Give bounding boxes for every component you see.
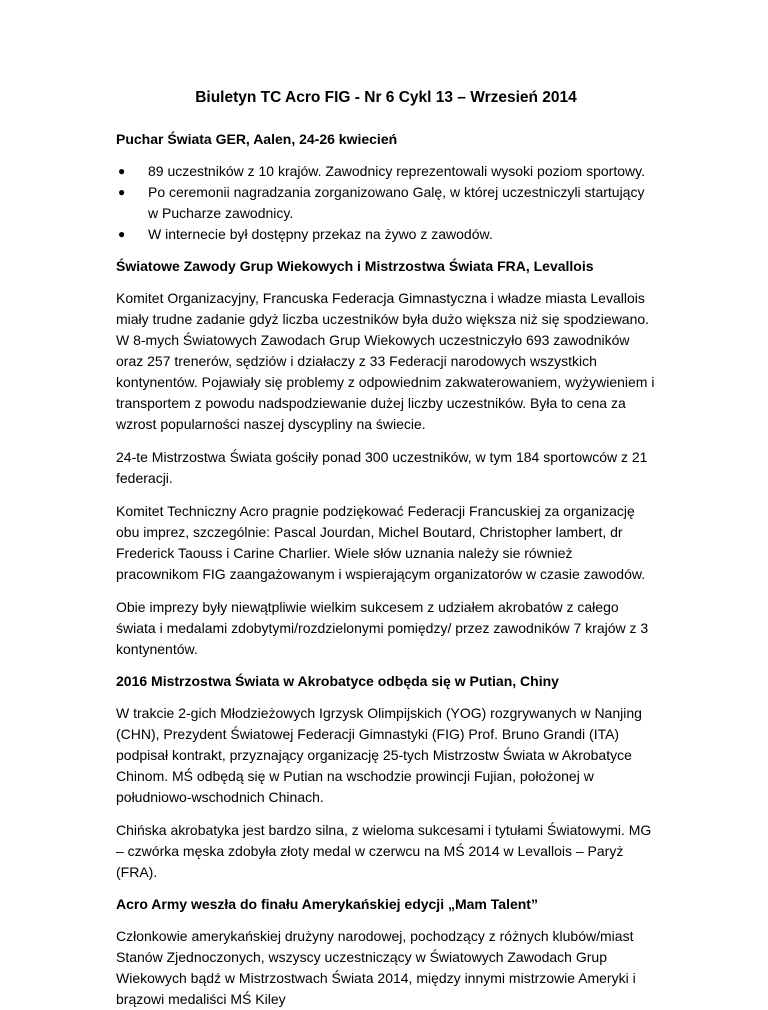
list-item xyxy=(116,224,656,245)
bullet-icon: ● xyxy=(118,185,126,199)
list-item-text: W internecie był dostępny przekaz na żywo z zawodów. xyxy=(148,226,493,242)
section-2016-world-championships-putian xyxy=(116,672,656,883)
section-heading: Puchar Świata GER, Aalen, 24-26 kwiecień xyxy=(116,131,398,147)
paragraph: 24-te Mistrzostwa Świata gościły ponad 300 uczestników, w tym 184 sportowców z 21 federacji. xyxy=(116,449,648,486)
section-heading: Acro Army weszła do finału Amerykańskiej edycji „Mam Talent” xyxy=(116,896,538,912)
list-item xyxy=(116,161,656,182)
bullet-list xyxy=(116,161,656,245)
bullet-icon: ● xyxy=(118,227,126,241)
section-world-cup-aalen xyxy=(116,130,656,245)
section-acro-army-got-talent xyxy=(116,895,656,1010)
list-item xyxy=(116,182,656,224)
paragraph: W trakcie 2-gich Młodzieżowych Igrzysk Olimpijskich (YOG) rozgrywanych w Nanjing (CHN), Prezydent Światowej Federacji Gimnastyki (FIG) Prof. Bruno Grandi (ITA) podpisał kontrakt, przyznający organizację 25-tych Mistrzostw Świata w Akrobatyce Chinom. MŚ odbędą się w Putian na wschodzie prowincji Fujian, położonej w południowo-wschodnich Chinach. xyxy=(116,705,642,805)
section-heading: Światowe Zawody Grup Wiekowych i Mistrzostwa Świata FRA, Levallois xyxy=(116,258,594,274)
paragraph: Obie imprezy były niewątpliwie wielkim sukcesem z udziałem akrobatów z całego świata i medalami zdobytymi/rozdzielonymi pomiędzy/ przez zawodników 7 krajów z 3 kontynentów. xyxy=(116,599,649,657)
bullet-icon: ● xyxy=(118,164,126,178)
section-heading: 2016 Mistrzostwa Świata w Akrobatyce odbęda się w Putian, Chiny xyxy=(116,673,559,689)
document-title: Biuletyn TC Acro FIG - Nr 6 Cykl 13 – Wrzesień 2014 xyxy=(195,89,577,106)
list-item-text: Po ceremonii nagradzania zorganizowano Galę, w której uczestniczyli startujący w Pucharze zawodnicy. xyxy=(148,184,645,221)
paragraph: Chińska akrobatyka jest bardzo silna, z wieloma sukcesami i tytułami Światowymi. MG – czwórka męska zdobyła złoty medal w czerwcu na MŚ 2014 w Levallois – Paryż (FRA). xyxy=(116,822,652,880)
paragraph: Członkowie amerykańskiej drużyny narodowej, pochodzący z różnych klubów/miast Stanów Zjednoczonych, wszyscy uczestniczący w Światowych Zawodach Grup Wiekowych bądź w Mistrzostwach Świata 2014, między innymi mistrzowie Ameryki i brązowi medaliści MŚ Kiley xyxy=(116,928,636,1007)
paragraph: Komitet Techniczny Acro pragnie podziękować Federacji Francuskiej za organizację obu imprez, szczególnie: Pascal Jourdan, Michel Boutard, Christopher lambert, dr Frederick Taouss i Carine Charlier. Wiele słów uznania należy sie również pracownikom FIG zaangażowanym i wspierającym organizatorów w czasie zawodów. xyxy=(116,503,646,582)
paragraph: Komitet Organizacyjny, Francuska Federacja Gimnastyczna i władze miasta Levallois miały trudne zadanie gdyż liczba uczestników była dużo większa niż się spodziewano. W 8-mych Światowych Zawodach Grup Wiekowych uczestniczyło 693 zawodników oraz 257 trenerów, sędziów i działaczy z 33 Federacji narodowych wszystkich kontynentów. Pojawiały się problemy z odpowiednim zakwaterowaniem, wyżywieniem i transportem z powodu nadspodziewanie dużej liczby uczestników. Była to cena za wzrost popularności naszej dyscypliny na świecie. xyxy=(116,290,655,432)
section-age-group-world-championships xyxy=(116,257,656,660)
list-item-text: 89 uczestników z 10 krajów. Zawodnicy reprezentowali wysoki poziom sportowy. xyxy=(148,163,645,179)
